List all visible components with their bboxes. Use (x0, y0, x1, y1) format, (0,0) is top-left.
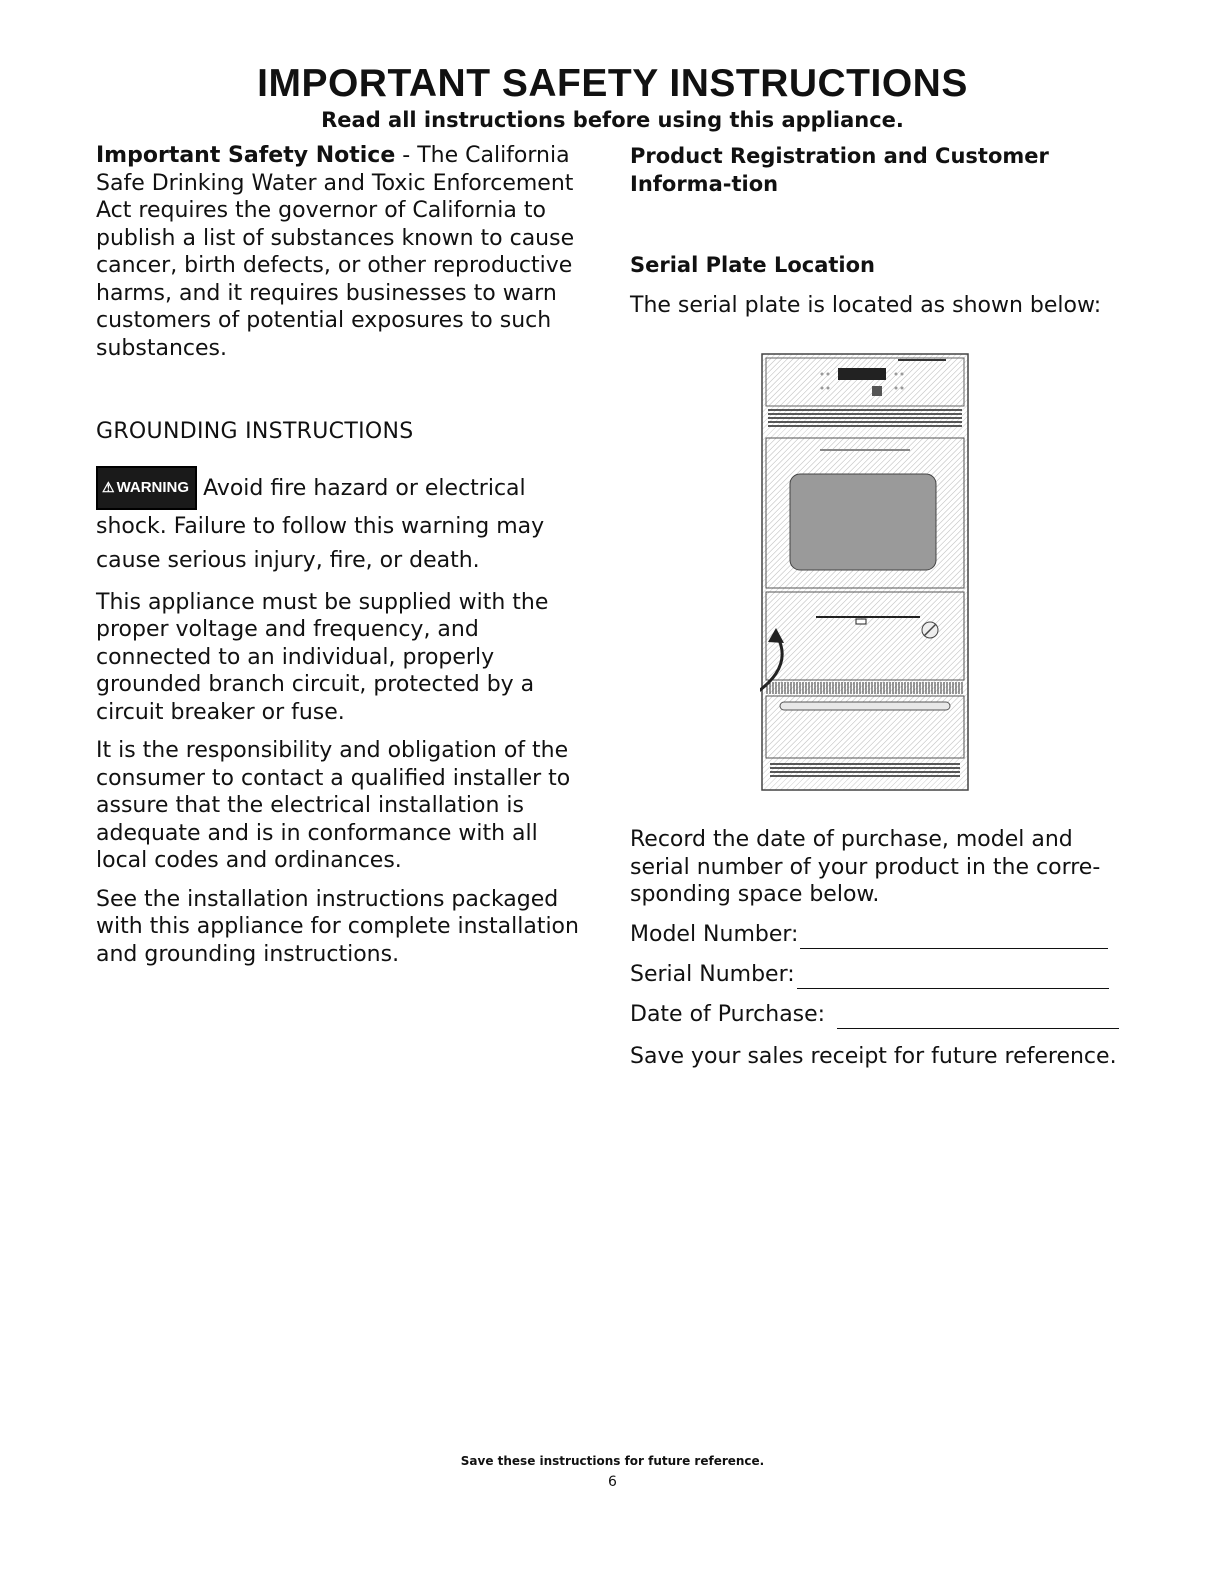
date-of-purchase-field (630, 1001, 1130, 1029)
wall-oven-illustration (760, 352, 970, 792)
grounding-heading: GROUNDING INSTRUCTIONS (96, 419, 414, 444)
warning-text: Avoid fire hazard or electrical shock. Failure to follow this warning may cause serious injury, fire, or death. (96, 475, 545, 573)
safety-notice-text: - The California Safe Drinking Water and Toxic Enforcement Act requires the governor of California to publish a list of substances known to cause cancer, birth defects, or other reproductive harms, and it requires businesses to warn customers of potential exposures to such substances. (96, 143, 575, 361)
supply-paragraph: This appliance must be supplied with the proper voltage and frequency, and connected to an individual, properly grounded branch circuit, protected by a circuit breaker or fuse. (96, 589, 549, 725)
date-of-purchase-label: Date of Purchase: (630, 1001, 826, 1027)
date-of-purchase-line (837, 1007, 1119, 1029)
warning-badge (96, 466, 197, 510)
left-column (96, 142, 586, 968)
control-panel (766, 358, 964, 406)
safety-notice-paragraph (96, 142, 586, 362)
lower-vent-strip (766, 682, 964, 694)
page-subtitle: Read all instructions before using this appliance. (321, 108, 904, 132)
responsibility-paragraph: It is the responsibility and obligation of the consumer to contact a qualified installer to assure that the electrical installation is adequate and is in conformance with all local codes and ordinances. (96, 738, 571, 873)
footer-note: Save these instructions for future reference. (460, 1454, 765, 1468)
serial-number-line (797, 967, 1109, 989)
installation-paragraph: See the installation instructions packaged with this appliance for complete installation and grounding instructions. (96, 886, 579, 967)
warning-badge-label: WARNING (116, 478, 190, 496)
model-number-line (800, 927, 1108, 949)
serial-number-label: Serial Number: (630, 961, 795, 987)
record-section (630, 826, 1130, 1070)
warning-paragraph (96, 466, 586, 578)
model-number-label: Model Number: (630, 921, 799, 947)
warning-triangle-icon: ⚠ (102, 478, 115, 495)
model-number-field (630, 921, 1130, 949)
display-screen (838, 368, 886, 380)
right-column (630, 142, 1130, 319)
serial-number-field (630, 961, 1130, 989)
control-knob (872, 386, 882, 396)
safety-notice-label: Important Safety Notice (96, 143, 396, 168)
receipt-note: Save your sales receipt for future reference. (630, 1043, 1117, 1069)
upper-oven-window (790, 474, 936, 570)
page-number: 6 (608, 1474, 617, 1490)
serial-plate-heading: Serial Plate Location (630, 253, 875, 277)
serial-plate-text: The serial plate is located as shown below: (630, 292, 1102, 318)
record-instructions: Record the date of purchase, model and serial number of your product in the corre-sponding space below. (630, 827, 1101, 907)
registration-heading: Product Registration and Customer Informa-tion (630, 144, 1049, 196)
page-title: IMPORTANT SAFETY INSTRUCTIONS (257, 62, 968, 105)
